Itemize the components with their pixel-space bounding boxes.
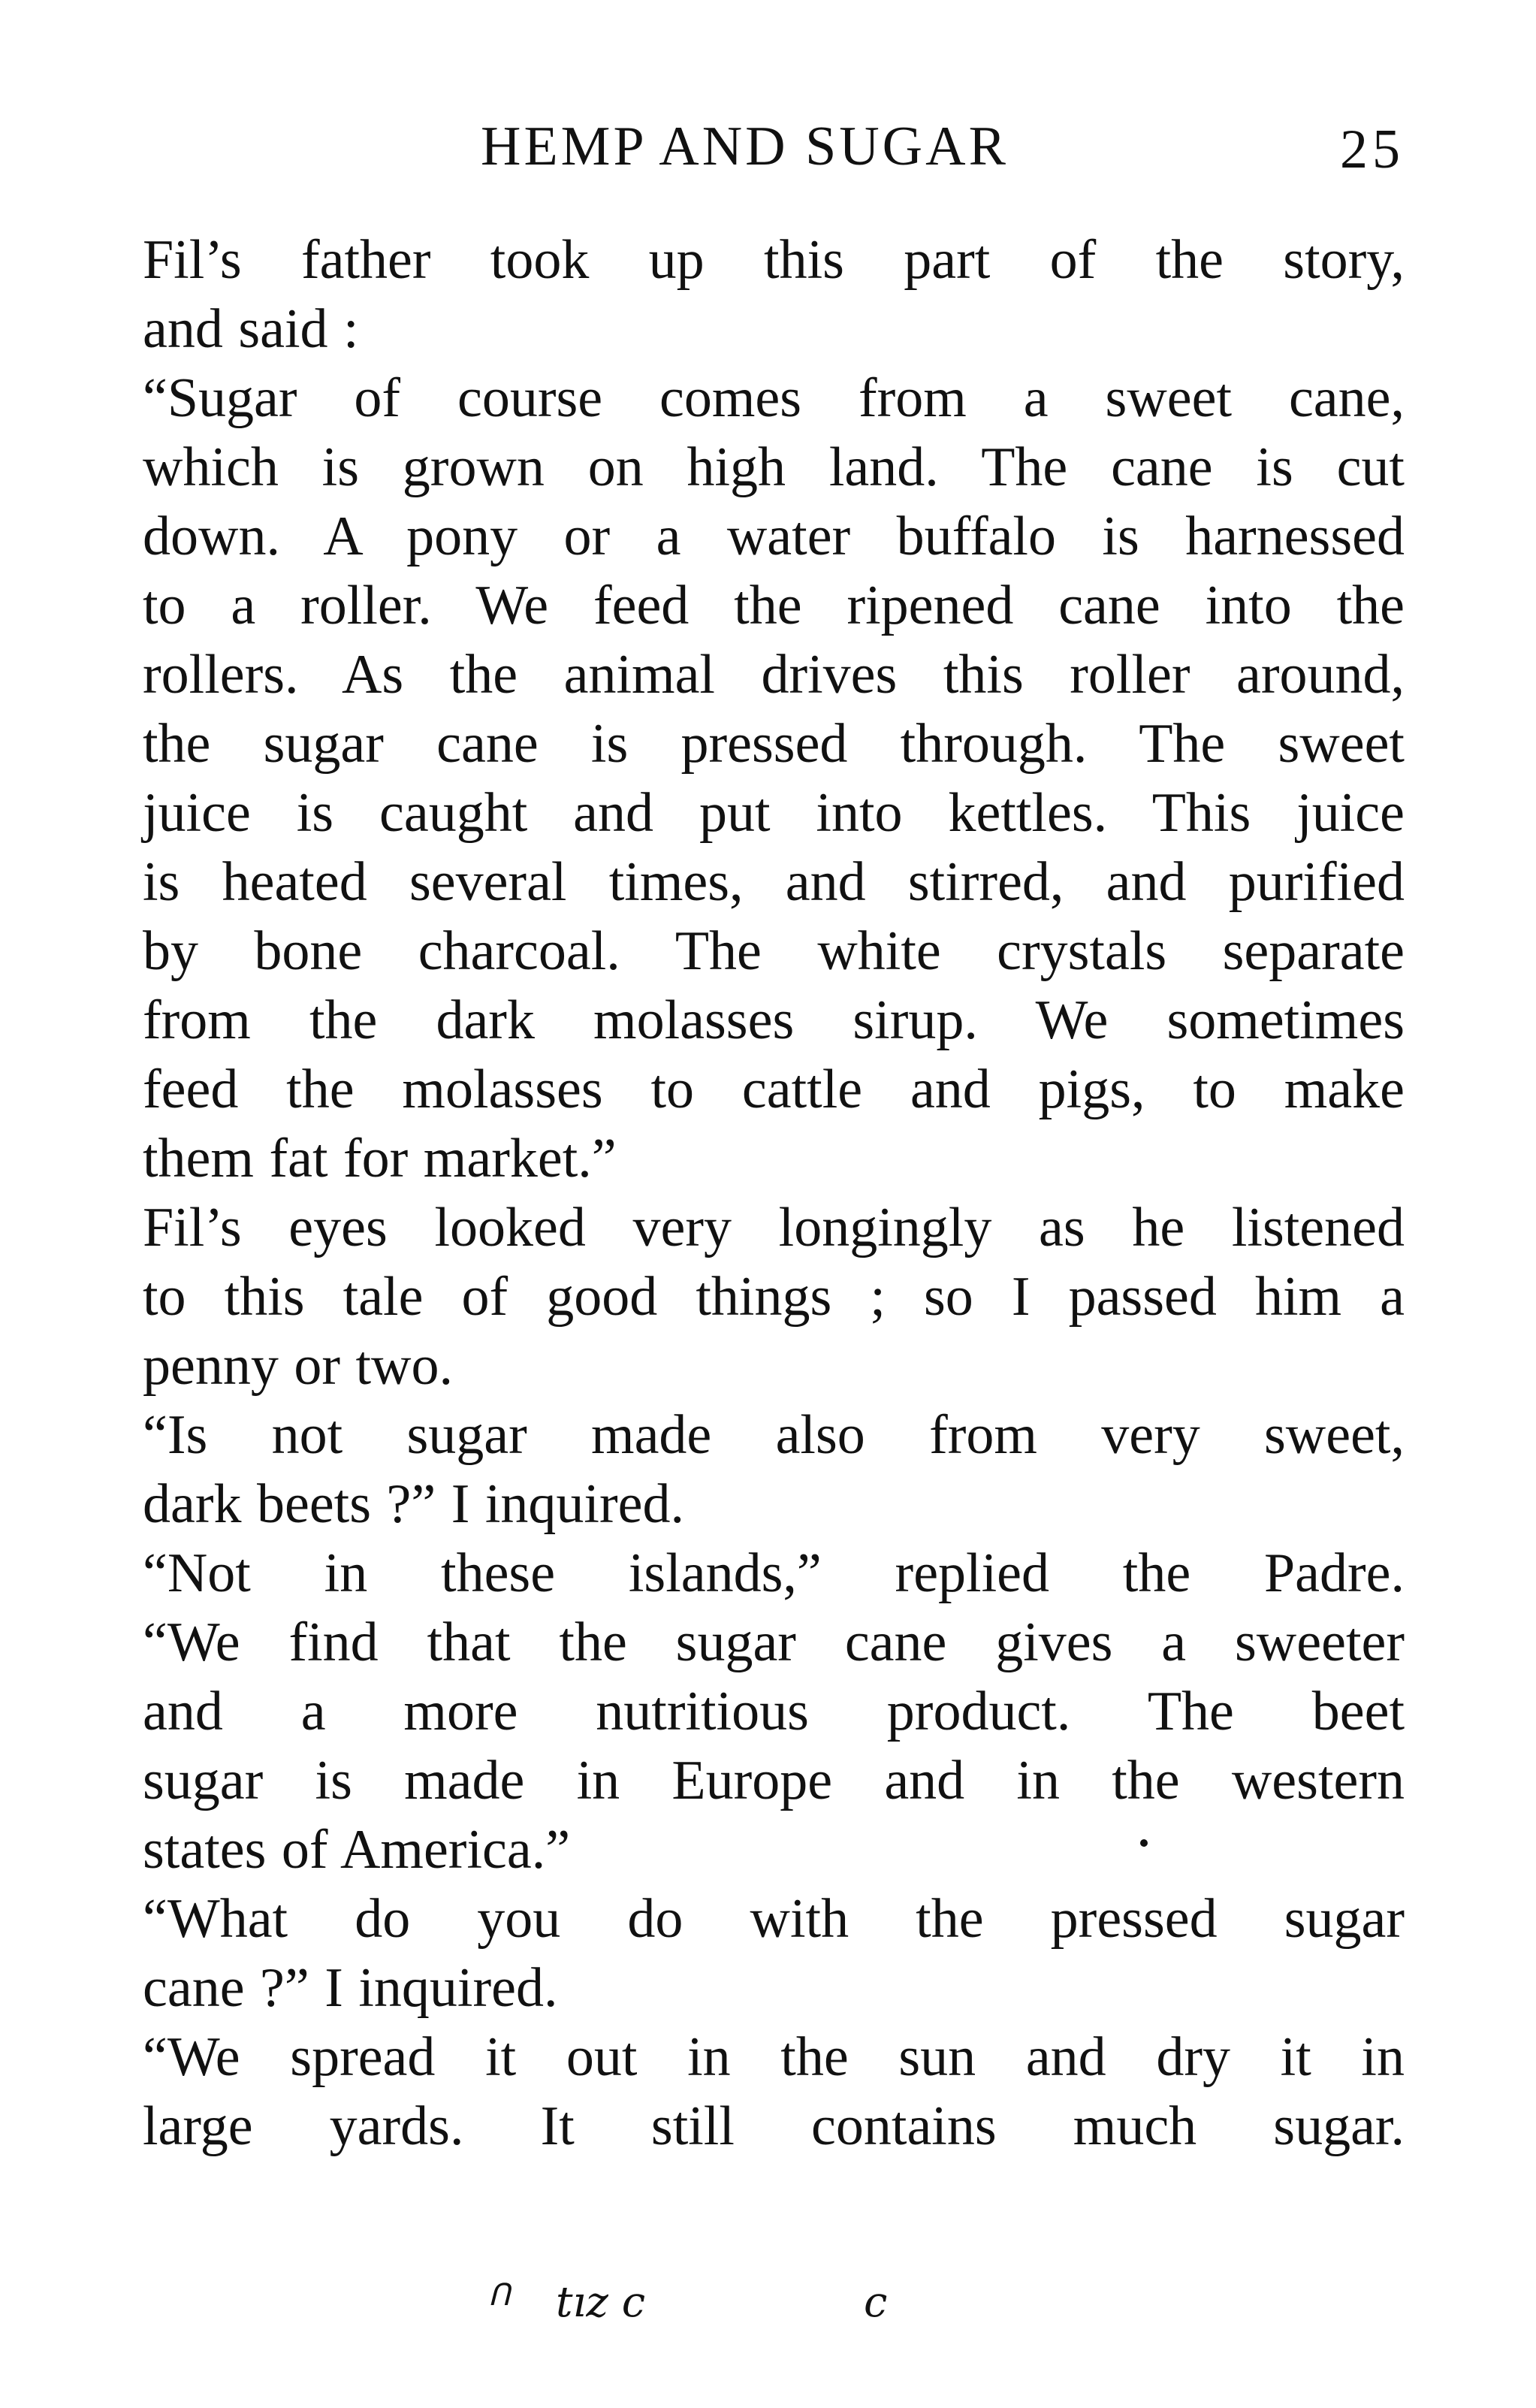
- text-line: by bone charcoal. The white crystals separate: [143, 920, 1405, 982]
- body-text: [143, 225, 1405, 2161]
- text-line: “Sugar of course comes from a sweet cane,: [143, 367, 1405, 429]
- text-line: feed the molasses to cattle and pigs, to make: [143, 1059, 1405, 1120]
- text-line: dark beets ?” I inquired.: [143, 1473, 684, 1535]
- footer-mark: c: [864, 2278, 888, 2327]
- page-number: 25: [1340, 119, 1405, 180]
- text-line: them fat for market.”: [143, 1128, 617, 1189]
- footer-mark: tız c: [556, 2278, 646, 2327]
- running-head: [143, 109, 1405, 184]
- text-line: to this tale of good things ; so I passed him a: [143, 1266, 1405, 1328]
- stray-ink-dot: [1140, 1839, 1148, 1847]
- text-line: “We spread it out in the sun and dry it in: [143, 2026, 1405, 2088]
- text-line: is heated several times, and stirred, and purified: [143, 851, 1405, 913]
- text-line: states of America.”: [143, 1819, 571, 1881]
- footer-print-marks: [473, 2273, 924, 2333]
- text-line: which is grown on high land. The cane is cut: [143, 437, 1405, 498]
- footer-mark: ᑎ: [488, 2278, 511, 2313]
- text-line: cane ?” I inquired.: [143, 1957, 558, 2019]
- text-line: large yards. It still contains much sugar.: [143, 2095, 1405, 2157]
- text-line: “We find that the sugar cane gives a sweeter: [143, 1612, 1405, 1673]
- text-line: penny or two.: [143, 1335, 453, 1397]
- text-line: and a more nutritious product. The beet: [143, 1681, 1405, 1742]
- text-line: to a roller. We feed the ripened cane into the: [143, 575, 1405, 636]
- text-line: “What do you do with the pressed sugar: [143, 1888, 1405, 1950]
- text-line: “Not in these islands,” replied the Padre.: [143, 1542, 1405, 1604]
- text-line: from the dark molasses sirup. We sometimes: [143, 989, 1405, 1051]
- text-line: Fil’s eyes looked very longingly as he listened: [143, 1197, 1405, 1258]
- text-line: rollers. As the animal drives this roller around,: [143, 644, 1405, 705]
- text-line: sugar is made in Europe and in the western: [143, 1750, 1405, 1811]
- text-line: Fil’s father took up this part of the story,: [143, 229, 1405, 291]
- text-line: and said :: [143, 298, 359, 360]
- text-line: the sugar cane is pressed through. The sweet: [143, 713, 1405, 775]
- text-line: “Is not sugar made also from very sweet,: [143, 1404, 1405, 1466]
- running-title: HEMP AND SUGAR: [481, 116, 1009, 177]
- text-line: juice is caught and put into kettles. This juice: [143, 782, 1405, 844]
- text-line: down. A pony or a water buffalo is harnessed: [143, 506, 1405, 567]
